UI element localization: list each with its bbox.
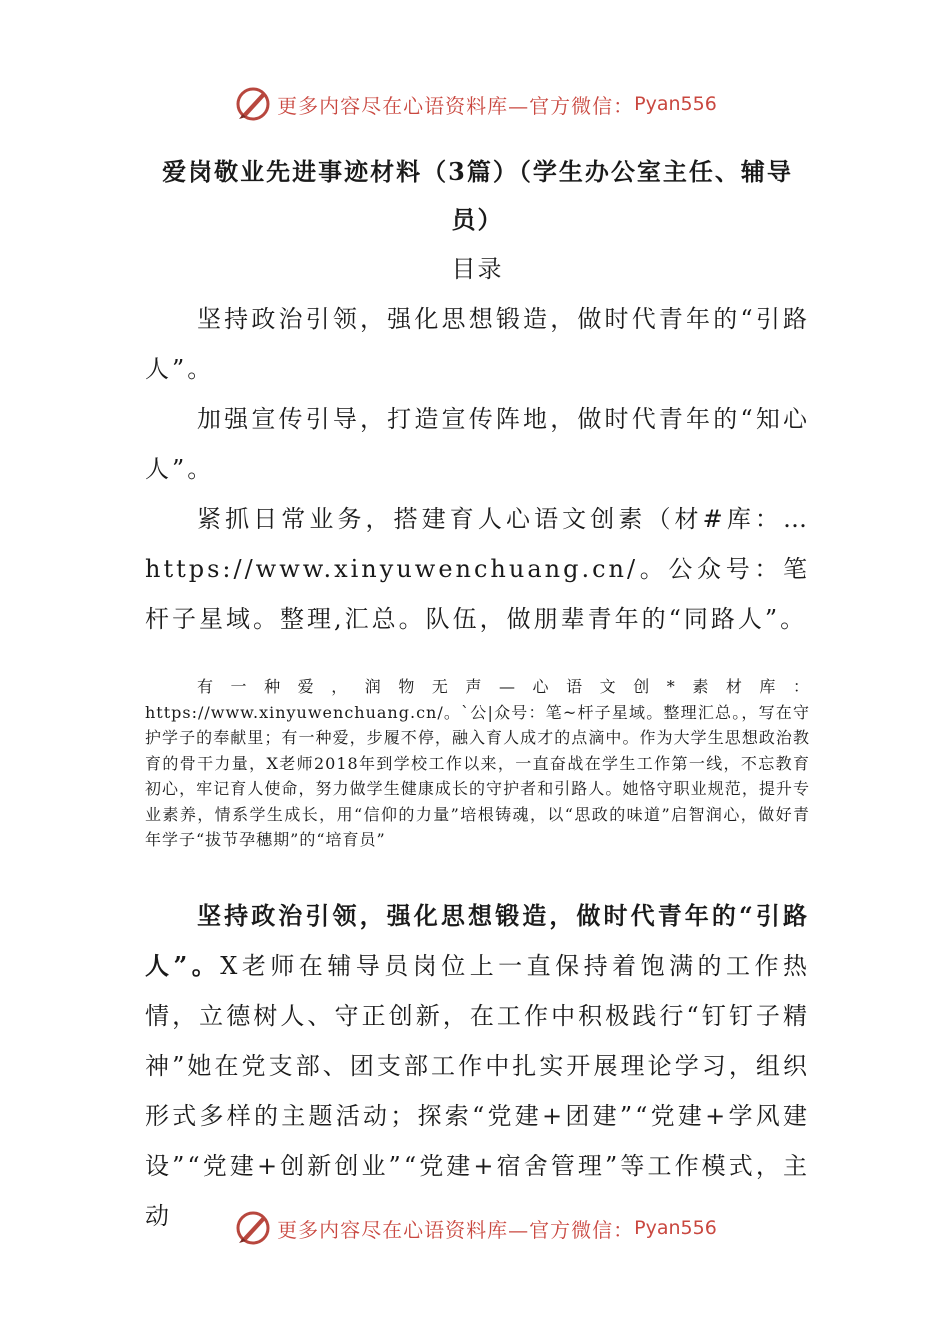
watermark-id: Pyan556 [634,93,717,115]
pen-nib-logo-icon [233,84,273,124]
watermark-text: 更多内容尽在心语资料库—官方微信： [277,1217,635,1242]
watermark-text: 更多内容尽在心语资料库—官方微信： [277,93,635,118]
abstract-paragraph: 有一种爱，润物无声—心语文创*素材库：https://www.xinyuwenchuang.cn/。`公|众号：笔~杆子星域。整理汇总。，写在守护学子的奉献里；有一种爱，步履不停，融入育人成才的点滴中。作为大学生思想政治教育的骨干力量，X老师2018年到学校工作以来，一直奋战在学生工作第一线，不忘教育初心，牢记育人使命，努力做学生健康成长的守护者和引路人。她恪守职业规范，提升专业素养，情系学生成长，用“信仰的力量”培根铸魂，以“思政的味道”启智润心，做好青年学子“拔节孕穗期”的“培育员” [145,677,810,849]
toc-item-1: 坚持政治引领，强化思想锻造，做时代青年的“引路人”。 [145,305,810,383]
toc-item-2: 加强宣传引导，打造宣传阵地，做时代青年的“知心人”。 [145,405,810,483]
watermark-banner-bottom [0,1208,950,1248]
section-1-heading: 坚持政治引领，强化思想锻造，做时代青年的“引路人”。 [145,900,810,980]
toc-heading: 目录 [451,255,504,283]
section-1-text: X老师在辅导员岗位上一直保持着饱满的工作热情，立德树人、守正创新，在工作中积极践行“钉钉子精神”她在党支部、团支部工作中扎实开展理论学习，组织形式多样的主题活动；探索“党建+团建”“党建+学风建设”“党建+创新创业”“党建+宿舍管理”等工作模式，主动 [145,951,810,1230]
watermark-banner-top [0,84,950,124]
toc-item-3: 紧抓日常业务，搭建育人心语文创素（材#库：…https://www.xinyuwenchuang.cn/。公众号：笔杆子星域。整理,汇总。队伍，做朋辈青年的“同路人”。 [145,505,810,633]
pen-nib-logo-icon [233,1208,273,1248]
section-1-paragraph [145,891,810,1241]
watermark-id: Pyan556 [634,1217,717,1239]
document-title: 爱岗敬业先进事迹材料（3篇）（学生办公室主任、辅导员） [162,157,793,234]
document-page [145,148,810,1241]
